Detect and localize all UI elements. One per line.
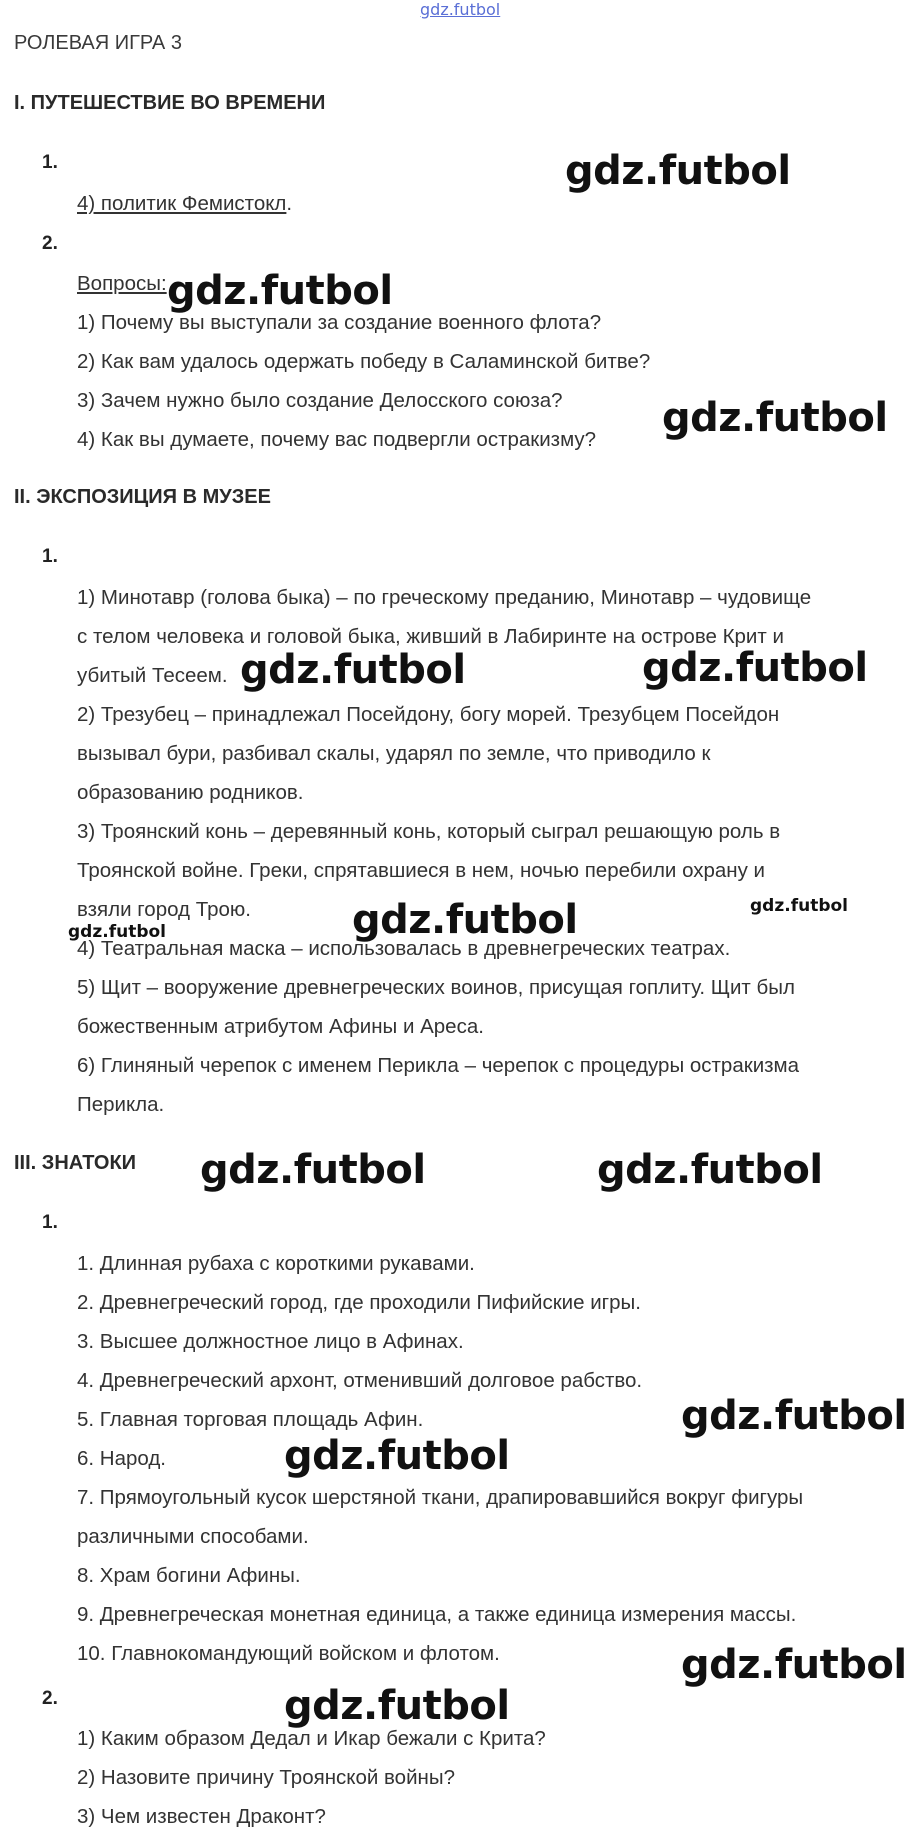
list-item: 8. Храм богини Афины. <box>77 1564 301 1587</box>
list-item: различными способами. <box>77 1525 309 1548</box>
watermark: gdz.futbol <box>284 1433 510 1479</box>
list-item: 1. Длинная рубаха с короткими рукавами. <box>77 1252 475 1275</box>
text-line: 3) Троянский конь – деревянный конь, который сыграл решающую роль в <box>77 820 781 843</box>
text-line: 1) Минотавр (голова быка) – по греческому преданию, Минотавр – чудовище <box>77 586 812 609</box>
header-watermark: gdz.futbol <box>420 0 501 19</box>
text-line: убитый Тесеем. <box>77 664 228 687</box>
watermark: gdz.futbol <box>200 1147 426 1193</box>
text-line: 5) Щит – вооружение древнегреческих воинов, присущая гоплиту. Щит был <box>77 976 795 999</box>
text-line: вызывал бури, разбивал скалы, ударял по земле, что приводило к <box>77 742 711 765</box>
section-heading-time-travel: I. ПУТЕШЕСТВИЕ ВО ВРЕМЕНИ <box>14 92 326 114</box>
answer-line <box>77 192 292 216</box>
watermark: gdz.futbol <box>167 268 393 314</box>
text-line: образованию родников. <box>77 781 304 804</box>
watermark: gdz.futbol <box>284 1683 510 1729</box>
watermark: gdz.futbol <box>68 922 166 942</box>
list-item: 10. Главнокомандующий войском и флотом. <box>77 1642 500 1665</box>
watermark: gdz.futbol <box>240 647 466 693</box>
text-line: Троянской войне. Греки, спрятавшиеся в нем, ночью перебили охрану и <box>77 859 766 882</box>
list-item: 3. Высшее должностное лицо в Афинах. <box>77 1330 464 1353</box>
answer-underlined: 4) политик Фемистокл <box>77 192 287 215</box>
list-item: 4. Древнегреческий архонт, отменивший долговое рабство. <box>77 1369 643 1392</box>
text-line: божественным атрибутом Афины и Ареса. <box>77 1015 484 1038</box>
list-item: 2) Назовите причину Троянской войны? <box>77 1766 455 1789</box>
text-line: 6) Глиняный черепок с именем Перикла – черепок с процедуры остракизма <box>77 1054 800 1077</box>
text-line: 4) Театральная маска – использовалась в древнегреческих театрах. <box>77 937 731 960</box>
list-item: 3) Зачем нужно было создание Делосского союза? <box>77 389 563 412</box>
list-item: 9. Древнегреческая монетная единица, а также единица измерения массы. <box>77 1603 797 1626</box>
question-number: 1. <box>42 152 58 173</box>
text-line: Перикла. <box>77 1093 165 1116</box>
watermark: gdz.futbol <box>662 395 888 441</box>
page-title: РОЛЕВАЯ ИГРА 3 <box>14 32 182 54</box>
list-item: 4) Как вы думаете, почему вас подвергли остракизму? <box>77 428 597 451</box>
list-item: 5. Главная торговая площадь Афин. <box>77 1408 424 1431</box>
list-item: 6. Народ. <box>77 1447 167 1470</box>
watermark: gdz.futbol <box>681 1642 907 1688</box>
section-heading-experts: III. ЗНАТОКИ <box>14 1152 137 1174</box>
text-line: взяли город Трою. <box>77 898 251 921</box>
list-item: 2. Древнегреческий город, где проходили Пифийские игры. <box>77 1291 641 1314</box>
watermark: gdz.futbol <box>750 896 848 916</box>
answer-period: . <box>286 192 293 215</box>
questions-label: Вопросы: <box>77 272 167 295</box>
watermark: gdz.futbol <box>597 1147 823 1193</box>
list-item: 7. Прямоугольный кусок шерстяной ткани, драпировавшийся вокруг фигуры <box>77 1486 804 1509</box>
text-line: с телом человека и головой быка, живший в Лабиринте на острове Крит и <box>77 625 784 648</box>
list-item: 1) Каким образом Дедал и Икар бежали с Крита? <box>77 1727 546 1750</box>
section-heading-museum: II. ЭКСПОЗИЦИЯ В МУЗЕЕ <box>14 486 271 508</box>
question-number: 1. <box>42 546 58 567</box>
watermark: gdz.futbol <box>642 645 868 691</box>
list-item: 3) Чем известен Драконт? <box>77 1805 326 1828</box>
question-number: 2. <box>42 1688 58 1709</box>
list-item: 1) Почему вы выступали за создание военного флота? <box>77 311 602 334</box>
watermark: gdz.futbol <box>681 1393 907 1439</box>
question-number: 2. <box>42 233 58 254</box>
question-number: 1. <box>42 1212 58 1233</box>
list-item: 2) Как вам удалось одержать победу в Саламинской битве? <box>77 350 651 373</box>
text-line: 2) Трезубец – принадлежал Посейдону, богу морей. Трезубцем Посейдон <box>77 703 780 726</box>
watermark: gdz.futbol <box>565 148 791 194</box>
watermark: gdz.futbol <box>352 897 578 943</box>
